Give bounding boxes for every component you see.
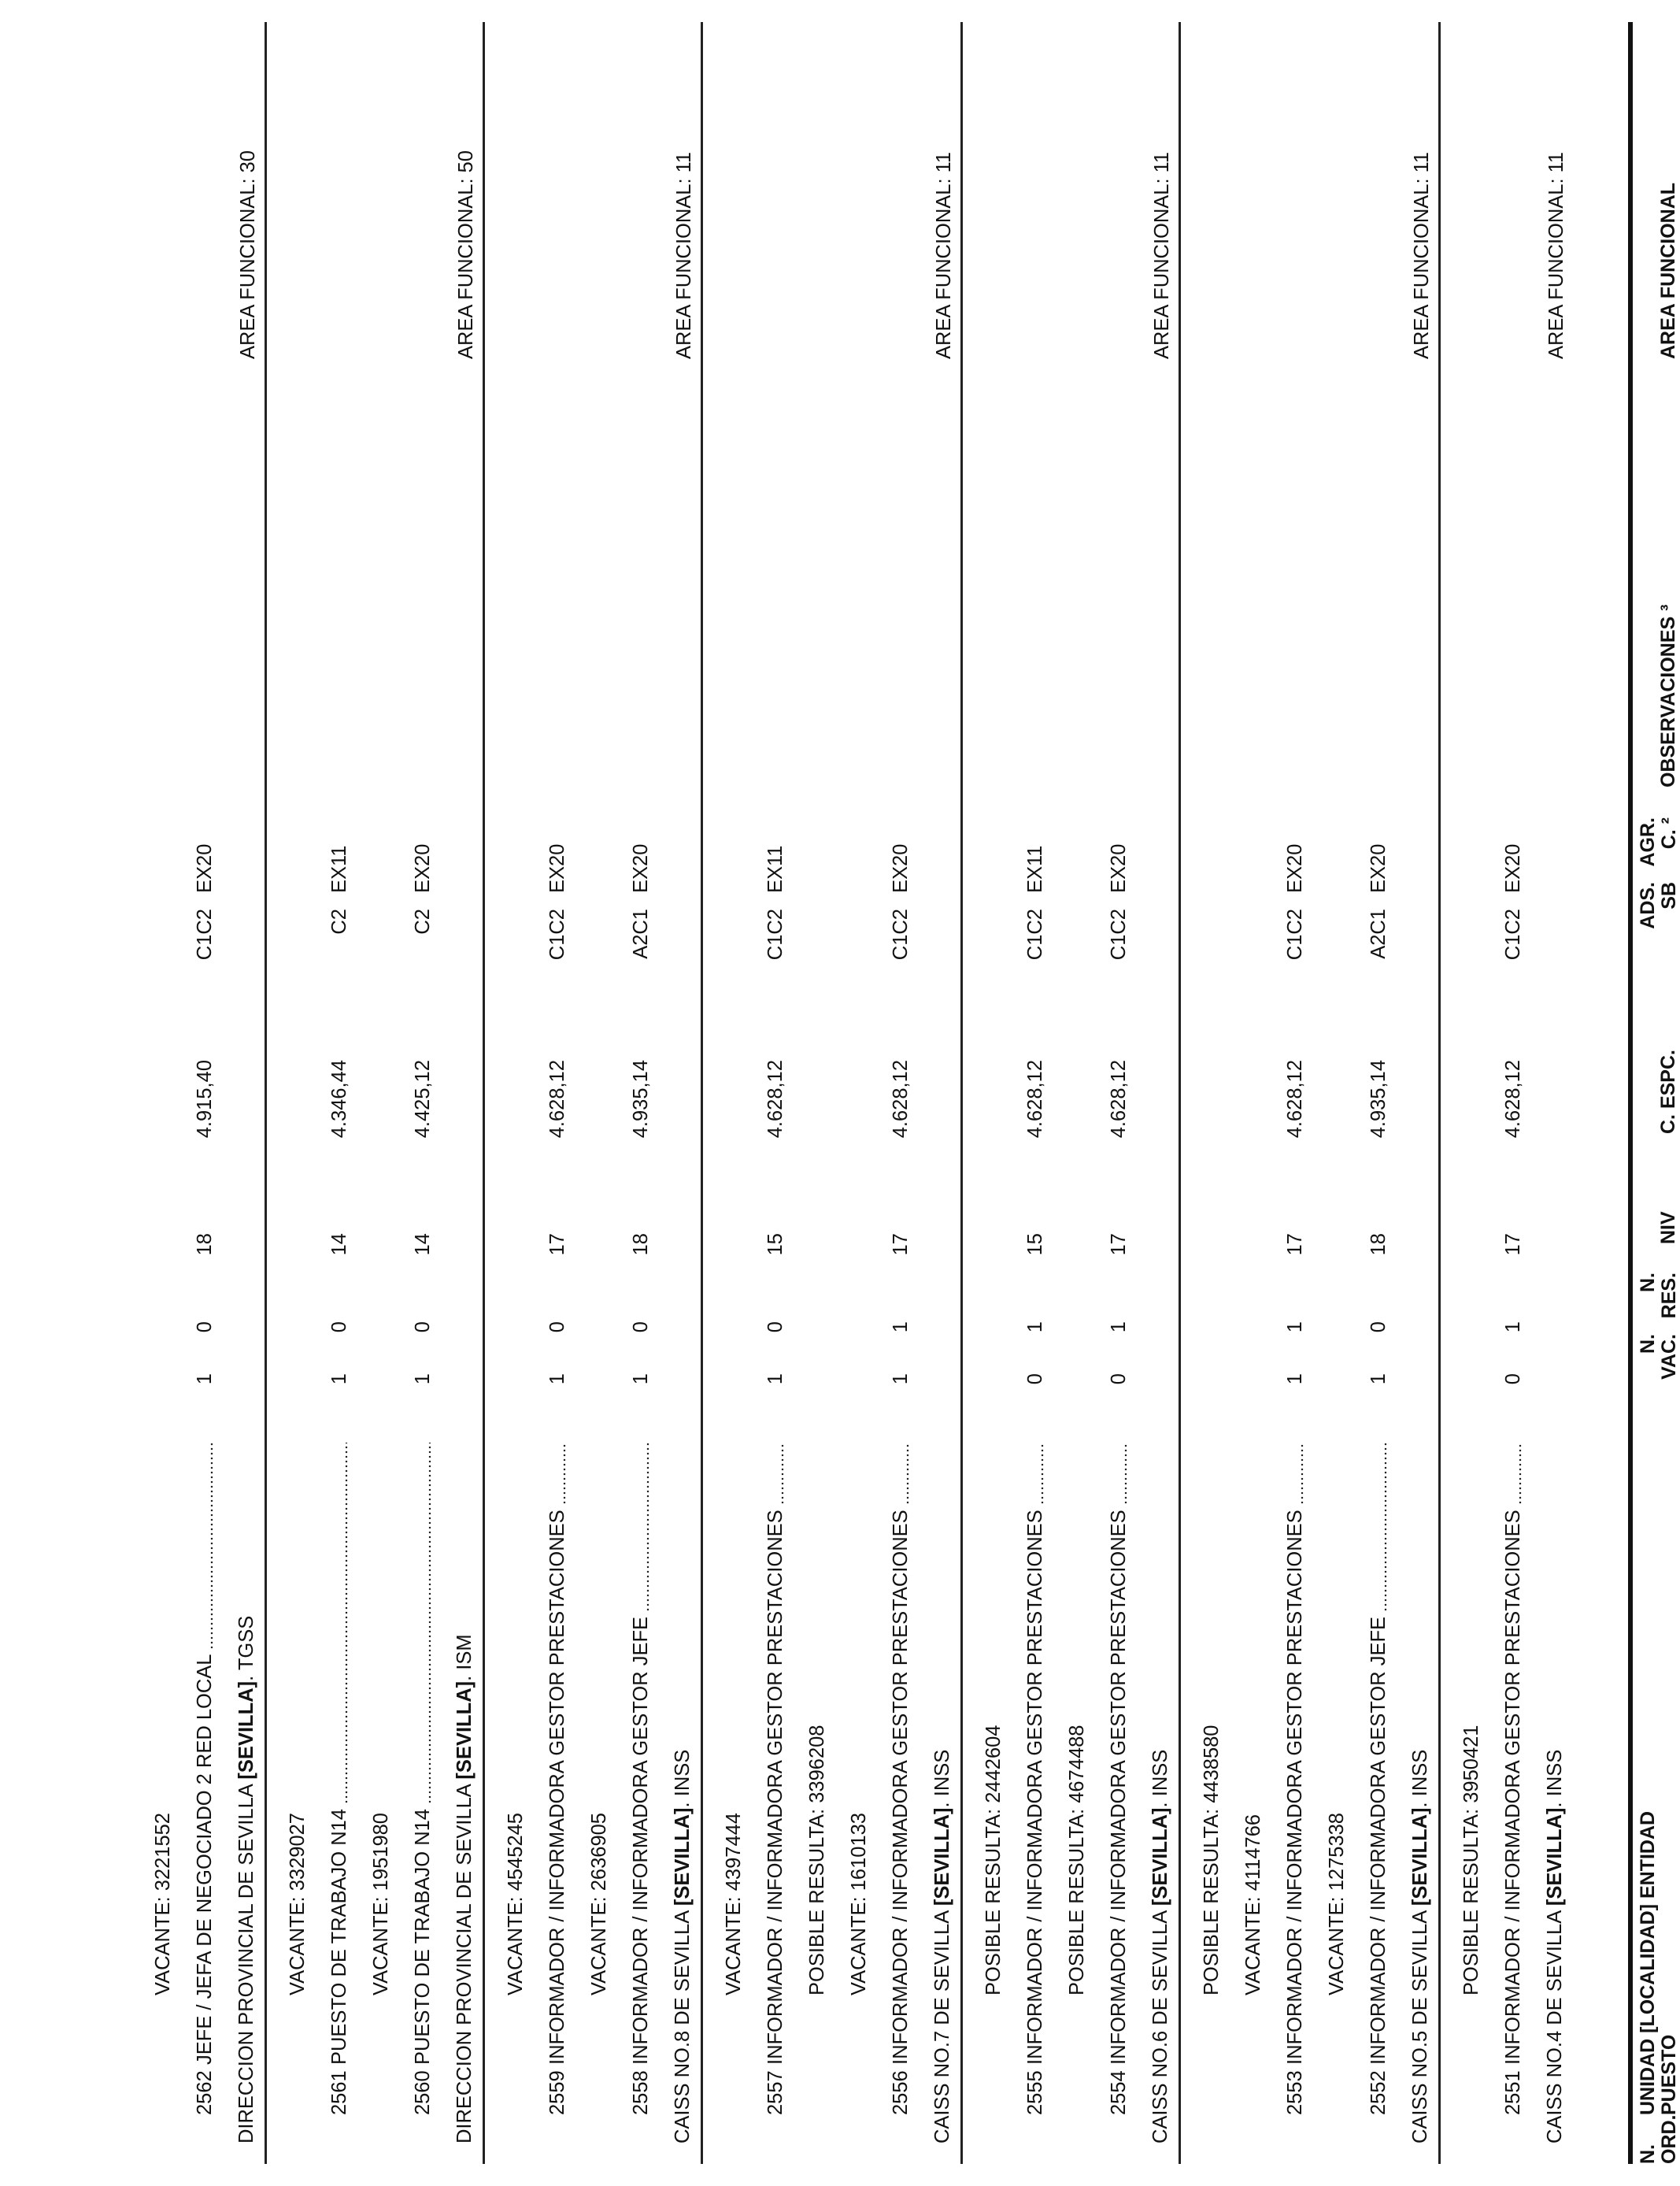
dot-leader (428, 1443, 431, 1804)
row-detail: VACANTE: 3329027 (287, 1813, 309, 1995)
row-detail: VACANTE: 1275338 (1326, 1813, 1348, 1995)
row-ads: C1C2 (546, 909, 568, 961)
row-puesto: INFORMADOR / INFORMADORA GESTOR PRESTACIONES (546, 1510, 568, 2065)
row-ord: 2551 (1502, 2070, 1524, 2115)
dot-leader (781, 1443, 784, 1505)
row-agr: EX20 (1367, 843, 1390, 893)
unit-heading (931, 1750, 954, 2143)
dot-leader (906, 1443, 909, 1505)
row-niv: 17 (1502, 1233, 1524, 1256)
row-res: 1 (1108, 1321, 1130, 1333)
unit-entity: . INSS (1544, 1749, 1566, 1808)
row-puesto: INFORMADOR / INFORMADORA GESTOR PRESTACIONES (1108, 1510, 1130, 2065)
group-divider (1438, 22, 1441, 2164)
row-ads: C1C2 (1284, 909, 1306, 961)
row-vac: 1 (890, 1373, 912, 1385)
row-ord: 2553 (1284, 2070, 1306, 2115)
unit-locality: [SEVILLA] (453, 1680, 476, 1780)
unit-name: CAISS NO.5 DE SEVILLA (1409, 1906, 1431, 2143)
row-ads: C1C2 (764, 909, 786, 961)
area-funcional: AREA FUNCIONAL: 30 (237, 150, 259, 359)
group-divider (265, 22, 267, 2164)
row-res: 1 (1502, 1321, 1524, 1333)
row-res: 0 (194, 1321, 216, 1333)
row-ord: 2558 (630, 2070, 652, 2115)
row-detail: VACANTE: 4397444 (723, 1813, 745, 1995)
unit-entity: . INSS (672, 1749, 694, 1808)
row-ord: 2561 (328, 2070, 350, 2115)
row-niv: 18 (194, 1233, 216, 1256)
row-ads: A2C1 (1367, 909, 1390, 959)
row-espc: 4.346,44 (328, 1060, 350, 1139)
row-detail: VACANTE: 1951980 (370, 1813, 392, 1995)
row-detail: POSIBLE RESULTA: 2442604 (982, 1725, 1005, 1995)
unit-heading (235, 1616, 258, 2143)
row-vac: 1 (546, 1373, 568, 1385)
row-espc: 4.935,14 (1367, 1060, 1390, 1139)
unit-locality: [SEVILLA] (235, 1680, 257, 1780)
row-espc: 4.628,12 (1502, 1060, 1524, 1139)
row-puesto: PUESTO DE TRABAJO N14 (412, 1809, 434, 2065)
unit-entity: . ISM (453, 1634, 476, 1681)
row-ads: C1C2 (194, 909, 216, 961)
dot-leader (1041, 1443, 1044, 1505)
row-vac: 0 (1502, 1373, 1524, 1385)
row-puesto: INFORMADOR / INFORMADORA GESTOR JEFE (1367, 1616, 1390, 2065)
row-vac: 1 (764, 1373, 786, 1385)
dot-leader (1519, 1443, 1522, 1505)
row-niv: 15 (764, 1233, 786, 1256)
area-funcional: AREA FUNCIONAL: 11 (933, 151, 955, 359)
area-funcional: AREA FUNCIONAL: 11 (673, 151, 695, 359)
row-detail: POSIBLE RESULTA: 3950421 (1460, 1725, 1482, 1995)
row-niv: 18 (630, 1233, 652, 1256)
unit-name: CAISS NO.4 DE SEVILLA (1544, 1906, 1566, 2143)
dot-leader (563, 1443, 566, 1505)
row-espc: 4.935,14 (630, 1060, 652, 1139)
row-detail: VACANTE: 3221552 (152, 1813, 174, 1995)
group-divider (701, 22, 703, 2164)
row-ord: 2554 (1108, 2070, 1130, 2115)
row-ord: 2557 (764, 2070, 786, 2115)
header-vac: N. VAC. (1637, 1334, 1680, 1380)
dot-leader (1384, 1443, 1387, 1612)
row-agr: EX20 (546, 843, 568, 893)
area-funcional: AREA FUNCIONAL: 11 (1411, 151, 1433, 359)
row-niv: 17 (546, 1233, 568, 1256)
area-funcional: AREA FUNCIONAL: 11 (1151, 151, 1173, 359)
row-puesto: JEFE / JEFA DE NEGOCIADO 2 RED LOCAL (194, 1654, 216, 2065)
row-ads: C1C2 (890, 909, 912, 961)
row-espc: 4.628,12 (890, 1060, 912, 1139)
row-puesto: INFORMADOR / INFORMADORA GESTOR PRESTACIONES (1024, 1510, 1046, 2065)
row-ord: 2560 (412, 2070, 434, 2115)
row-agr: EX20 (194, 843, 216, 893)
row-agr: EX20 (1284, 843, 1306, 893)
row-ads: C1C2 (1108, 909, 1130, 961)
row-vac: 1 (412, 1373, 434, 1385)
unit-heading (1543, 1750, 1567, 2143)
row-detail: POSIBLE RESULTA: 3396208 (806, 1725, 828, 1995)
row-agr: EX20 (412, 843, 434, 893)
unit-heading (453, 1634, 476, 2143)
row-res: 0 (412, 1321, 434, 1333)
area-funcional: AREA FUNCIONAL: 50 (455, 150, 477, 359)
dot-leader (1301, 1443, 1304, 1505)
unit-locality: [SEVILLA] (1409, 1807, 1431, 1906)
row-detail: VACANTE: 4545245 (505, 1813, 527, 1995)
row-niv: 17 (1108, 1233, 1130, 1256)
row-agr: EX11 (1024, 845, 1046, 893)
unit-locality: [SEVILLA] (1544, 1807, 1566, 1906)
row-vac: 0 (1108, 1373, 1130, 1385)
unit-heading (1149, 1750, 1172, 2143)
unit-heading (1408, 1750, 1432, 2143)
header-agr: AGR. C. ² (1637, 817, 1680, 867)
dot-leader (210, 1443, 213, 1650)
row-espc: 4.628,12 (1108, 1060, 1130, 1139)
header-area-funcional: AREA FUNCIONAL (1657, 182, 1679, 359)
row-vac: 1 (328, 1373, 350, 1385)
row-agr: EX20 (630, 843, 652, 893)
row-espc: 4.628,12 (546, 1060, 568, 1139)
unit-name: DIRECCION PROVINCIAL DE SEVILLA (453, 1779, 476, 2143)
row-ord: 2555 (1024, 2070, 1046, 2115)
row-puesto: INFORMADOR / INFORMADORA GESTOR PRESTACIONES (890, 1510, 912, 2065)
dot-leader (1124, 1443, 1127, 1505)
unit-name: CAISS NO.7 DE SEVILLA (931, 1906, 953, 2143)
unit-entity: . TGSS (235, 1615, 257, 1681)
row-puesto: INFORMADOR / INFORMADORA GESTOR PRESTACIONES (1284, 1510, 1306, 2065)
row-res: 0 (546, 1321, 568, 1333)
unit-entity: . INSS (931, 1749, 953, 1808)
row-agr: EX20 (1108, 843, 1130, 893)
unit-entity: . INSS (1409, 1749, 1431, 1808)
row-puesto: INFORMADOR / INFORMADORA GESTOR PRESTACIONES (1502, 1510, 1524, 2065)
row-vac: 1 (194, 1373, 216, 1385)
row-detail: POSIBLE RESULTA: 4674488 (1066, 1725, 1088, 1995)
row-niv: 17 (890, 1233, 912, 1256)
row-res: 0 (764, 1321, 786, 1333)
group-divider (960, 22, 963, 2164)
row-res: 1 (1024, 1321, 1046, 1333)
row-espc: 4.425,12 (412, 1060, 434, 1139)
header-observaciones: OBSERVACIONES ³ (1657, 604, 1679, 787)
unit-heading (671, 1750, 694, 2143)
row-ads: A2C1 (630, 909, 652, 959)
row-ads: C1C2 (1502, 909, 1524, 961)
row-detail: POSIBLE RESULTA: 4438580 (1201, 1725, 1223, 1995)
row-agr: EX20 (1502, 843, 1524, 893)
unit-locality: [SEVILLA] (1149, 1807, 1171, 1906)
unit-locality: [SEVILLA] (931, 1807, 953, 1906)
unit-locality: [SEVILLA] (672, 1807, 694, 1906)
row-ads: C1C2 (1024, 909, 1046, 961)
row-ord: 2562 (194, 2070, 216, 2115)
row-agr: EX11 (328, 845, 350, 893)
row-ads: C2 (412, 909, 434, 935)
header-unidad-puesto: UNIDAD [LOCALIDAD] ENTIDAD PUESTO (1637, 1810, 1680, 2115)
row-niv: 15 (1024, 1233, 1046, 1256)
row-detail: VACANTE: 2636905 (588, 1813, 610, 1995)
unit-name: CAISS NO.8 DE SEVILLA (672, 1906, 694, 2143)
row-puesto: INFORMADOR / INFORMADORA GESTOR JEFE (630, 1616, 652, 2065)
row-espc: 4.915,40 (194, 1060, 216, 1139)
row-res: 1 (890, 1321, 912, 1333)
row-puesto: PUESTO DE TRABAJO N14 (328, 1809, 350, 2065)
row-res: 1 (1284, 1321, 1306, 1333)
unit-entity: . INSS (1149, 1749, 1171, 1808)
row-puesto: INFORMADOR / INFORMADORA GESTOR PRESTACIONES (764, 1510, 786, 2065)
row-ord: 2552 (1367, 2070, 1390, 2115)
group-divider (483, 22, 485, 2164)
row-res: 0 (328, 1321, 350, 1333)
area-funcional: AREA FUNCIONAL: 11 (1545, 151, 1567, 359)
row-agr: EX11 (764, 845, 786, 893)
unit-name: CAISS NO.6 DE SEVILLA (1149, 1906, 1171, 2143)
header-res: N. RES. (1637, 1273, 1680, 1319)
row-niv: 14 (328, 1233, 350, 1256)
row-espc: 4.628,12 (1284, 1060, 1306, 1139)
row-niv: 14 (412, 1233, 434, 1256)
row-detail: VACANTE: 1610133 (848, 1813, 870, 1995)
unit-name: DIRECCION PROVINCIAL DE SEVILLA (235, 1779, 257, 2143)
header-niv: NIV (1657, 1211, 1679, 1244)
row-vac: 0 (1024, 1373, 1046, 1385)
row-agr: EX20 (890, 843, 912, 893)
row-vac: 1 (630, 1373, 652, 1385)
row-detail: VACANTE: 4114766 (1242, 1814, 1264, 1995)
row-res: 0 (630, 1321, 652, 1333)
header-espc: C. ESPC. (1657, 1050, 1679, 1134)
row-espc: 4.628,12 (764, 1060, 786, 1139)
group-divider (1179, 22, 1181, 2164)
row-vac: 1 (1284, 1373, 1306, 1385)
row-ord: 2559 (546, 2070, 568, 2115)
header-rule (1628, 22, 1633, 2164)
row-ord: 2556 (890, 2070, 912, 2115)
dot-leader (345, 1443, 348, 1804)
row-niv: 18 (1367, 1233, 1390, 1256)
dot-leader (646, 1443, 649, 1612)
row-espc: 4.628,12 (1024, 1060, 1046, 1139)
row-vac: 1 (1367, 1373, 1390, 1385)
header-adssb: ADS. SB (1637, 882, 1680, 929)
row-niv: 17 (1284, 1233, 1306, 1256)
row-ads: C2 (328, 909, 350, 935)
row-res: 0 (1367, 1321, 1390, 1333)
header-ord: N. ORD. (1637, 2114, 1680, 2164)
